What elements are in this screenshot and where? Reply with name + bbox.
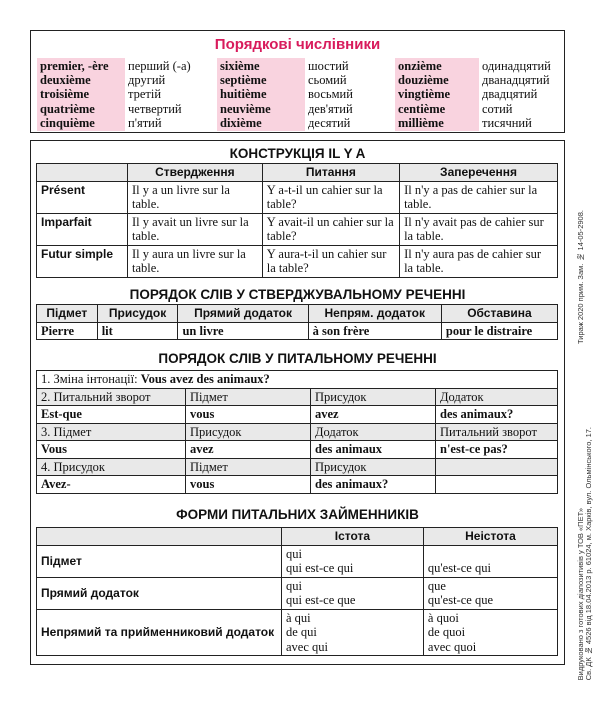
table-cell: Il n'y a pas de cahier sur la table. xyxy=(400,181,558,213)
pronouns-table xyxy=(36,527,558,656)
table-row xyxy=(37,245,558,277)
table-cell: 4. Присудок xyxy=(37,458,186,476)
ordinal-fr: dixième xyxy=(220,115,262,130)
ordinals-ua-col-2 xyxy=(305,58,395,131)
intonation-cell xyxy=(37,371,558,389)
table-cell: Vous xyxy=(37,441,186,459)
table-cell: des animaux xyxy=(311,441,436,459)
ordinals-fr-col-1 xyxy=(37,58,125,131)
intonation-example: Vous avez des animaux? xyxy=(140,372,270,386)
il-y-a-table xyxy=(36,163,558,278)
pronoun-form: avec qui xyxy=(286,639,328,654)
table-cell: à son frère xyxy=(308,322,441,340)
table-row xyxy=(37,406,558,424)
row-header: Imparfait xyxy=(37,213,128,245)
ordinals-fr-col-3 xyxy=(395,58,479,131)
row-header: Підмет xyxy=(37,545,282,577)
table-row xyxy=(37,371,558,389)
row-header: Непрямий та прийменниковий додаток xyxy=(37,609,282,656)
table-row xyxy=(37,322,558,340)
interrogative-table xyxy=(36,370,558,494)
ordinal-fr: quatrième xyxy=(40,101,95,116)
column-header: Обставина xyxy=(441,305,557,323)
table-cell: Підмет xyxy=(186,458,311,476)
table-cell: 2. Питальний зворот xyxy=(37,388,186,406)
table-cell: Y a-t-il un cahier sur la table? xyxy=(262,181,399,213)
table-header-row xyxy=(37,528,558,546)
ordinal-ua: дев'ятий xyxy=(308,101,353,116)
ordinal-fr: vingtième xyxy=(398,87,451,102)
row-header: Présent xyxy=(37,181,128,213)
ordinal-ua: двадцятий xyxy=(482,87,538,102)
ordinal-ua: тисячний xyxy=(482,115,532,130)
table-cell xyxy=(423,545,557,577)
column-header: Непрям. додаток xyxy=(308,305,441,323)
pronoun-form: qu'est-ce que xyxy=(427,593,493,607)
table-row xyxy=(37,181,558,213)
table-cell: des animaux? xyxy=(436,406,558,424)
table-cell: Est-que xyxy=(37,406,186,424)
table-cell: pour le distraire xyxy=(441,322,557,340)
table-row xyxy=(37,441,558,459)
table-cell: des animaux? xyxy=(311,476,436,494)
imprint-line-1: Видруковано з готових діапозитивів у ТОВ «ПЕТ» xyxy=(576,507,585,680)
table-cell: Присудок xyxy=(186,423,311,441)
ordinal-ua: дванадцятий xyxy=(482,73,550,88)
ordinal-fr: centième xyxy=(398,101,446,116)
table-row xyxy=(37,423,558,441)
table-cell: Присудок xyxy=(311,458,436,476)
column-header: Присудок xyxy=(97,305,178,323)
imprint-line-3: Тираж 2020 прим. Зам. № 14-05-2908. xyxy=(576,210,585,344)
ordinals-ua-col-1 xyxy=(125,58,217,131)
table-row xyxy=(37,609,558,656)
interrogative-title: ПОРЯДОК СЛІВ У ПИТАЛЬНОМУ РЕЧЕННІ xyxy=(158,351,437,366)
pronoun-form: à qui xyxy=(286,610,311,625)
ordinal-fr: deuxième xyxy=(40,73,91,88)
affirmative-title: ПОРЯДОК СЛІВ У СТВЕРДЖУВАЛЬНОМУ РЕЧЕННІ xyxy=(129,287,466,302)
grammar-panel xyxy=(30,140,565,665)
ordinals-grid xyxy=(37,58,558,131)
imprint xyxy=(574,210,600,680)
table-cell: Y aura-t-il un cahier sur la table? xyxy=(262,245,399,277)
ordinal-fr: septième xyxy=(220,73,267,88)
table-cell xyxy=(436,476,558,494)
ordinal-fr: millième xyxy=(398,115,444,130)
ordinal-ua: одинадцятий xyxy=(482,59,551,73)
column-header xyxy=(37,528,282,546)
table-cell: lit xyxy=(97,322,178,340)
pronoun-form: à quoi xyxy=(427,610,459,625)
table-row xyxy=(37,476,558,494)
il-y-a-title: КОНСТРУКЦІЯ IL Y A xyxy=(229,146,366,161)
pronoun-form: de qui xyxy=(286,625,317,639)
table-cell xyxy=(282,545,424,577)
pronoun-form: qui xyxy=(286,578,302,593)
ordinal-ua: сотий xyxy=(482,101,513,116)
table-cell: Додаток xyxy=(436,388,558,406)
table-cell: avez xyxy=(311,406,436,424)
table-cell: Avez- xyxy=(37,476,186,494)
pronoun-form: de quoi xyxy=(427,625,466,639)
table-cell: 3. Підмет xyxy=(37,423,186,441)
table-header-row xyxy=(37,164,558,182)
table-cell: Питальний зворот xyxy=(436,423,558,441)
ordinal-ua: п'ятий xyxy=(128,115,162,130)
table-cell: Il y aura un livre sur la table. xyxy=(128,245,263,277)
table-cell xyxy=(282,577,424,609)
ordinal-ua: сьомий xyxy=(308,73,347,88)
table-row xyxy=(37,213,558,245)
table-row xyxy=(37,458,558,476)
pronoun-form: que xyxy=(427,578,446,593)
column-header: Питання xyxy=(262,164,399,182)
ordinal-fr: premier, -ère xyxy=(40,59,109,73)
table-cell: Присудок xyxy=(311,388,436,406)
table-cell: Il n'y aura pas de cahier sur la table. xyxy=(400,245,558,277)
ordinals-panel xyxy=(30,30,565,133)
table-cell: un livre xyxy=(178,322,308,340)
table-cell xyxy=(423,577,557,609)
pronoun-form xyxy=(428,547,553,562)
table-cell: avez xyxy=(186,441,311,459)
ordinal-fr: douzième xyxy=(398,73,449,88)
ordinal-fr: onzième xyxy=(398,59,442,73)
table-cell: Il y a un livre sur la table. xyxy=(128,181,263,213)
table-row xyxy=(37,388,558,406)
table-cell: Підмет xyxy=(186,388,311,406)
ordinal-ua: десятий xyxy=(308,115,351,130)
table-cell: n'est-ce pas? xyxy=(436,441,558,459)
ordinals-title: Порядкові числівники xyxy=(214,36,381,53)
table-cell: vous xyxy=(186,476,311,494)
ordinal-ua: другий xyxy=(128,73,166,88)
table-cell: Il n'y avait pas de cahier sur la table. xyxy=(400,213,558,245)
ordinal-fr: troisième xyxy=(40,87,90,102)
table-row xyxy=(37,545,558,577)
row-header: Futur simple xyxy=(37,245,128,277)
pronoun-form: qui est-ce que xyxy=(286,593,356,607)
ordinals-fr-col-2 xyxy=(217,58,305,131)
intonation-label: 1. Зміна інтонації: xyxy=(41,372,138,386)
ordinal-ua: шостий xyxy=(308,59,349,73)
table-cell xyxy=(282,609,424,656)
column-header: Істота xyxy=(282,528,424,546)
ordinal-ua: третій xyxy=(128,87,162,102)
ordinal-ua: четвертий xyxy=(128,101,182,116)
pronoun-form: qu'est-ce qui xyxy=(427,561,491,575)
table-cell: Pierre xyxy=(37,322,98,340)
table-cell: Y avait-il un cahier sur la table? xyxy=(262,213,399,245)
ordinal-ua: перший (-а) xyxy=(128,59,191,73)
imprint-line-2: Св. ДК № 4526 від 18.04.2013 р. 61024, м. Харків, вул. Ольмінського, 17. xyxy=(584,426,593,680)
column-header: Підмет xyxy=(37,305,98,323)
column-header: Прямий додаток xyxy=(178,305,308,323)
column-header: Неістота xyxy=(423,528,557,546)
affirmative-table xyxy=(36,304,558,340)
pronoun-form: qui est-ce qui xyxy=(286,561,354,575)
column-header: Ствердження xyxy=(128,164,263,182)
table-cell: Додаток xyxy=(311,423,436,441)
table-cell: vous xyxy=(186,406,311,424)
ordinal-fr: sixième xyxy=(220,59,260,73)
column-header: Заперечення xyxy=(400,164,558,182)
pronouns-title: ФОРМИ ПИТАЛЬНИХ ЗАЙМЕННИКІВ xyxy=(176,507,419,522)
ordinal-fr: neuvième xyxy=(220,101,271,116)
table-cell xyxy=(423,609,557,656)
ordinal-ua: восьмий xyxy=(308,87,353,102)
table-cell: Il y avait un livre sur la table. xyxy=(128,213,263,245)
table-row xyxy=(37,577,558,609)
table-cell xyxy=(436,458,558,476)
ordinal-fr: cinquième xyxy=(40,115,95,130)
pronoun-form: avec quoi xyxy=(427,639,477,654)
pronoun-form: qui xyxy=(286,546,302,561)
ordinals-ua-col-3 xyxy=(479,58,557,131)
table-header-row xyxy=(37,305,558,323)
row-header: Прямий додаток xyxy=(37,577,282,609)
ordinal-fr: huitième xyxy=(220,87,267,102)
